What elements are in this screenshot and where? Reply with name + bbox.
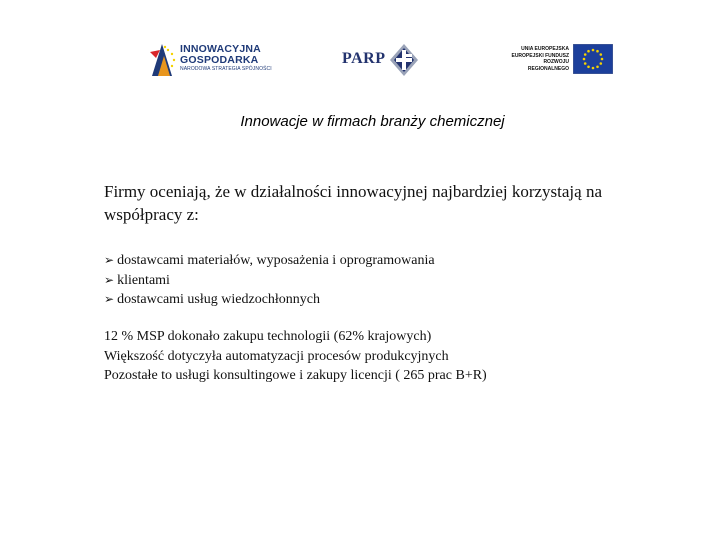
ig-line3: NARODOWA STRATEGIA SPÓJNOŚCI xyxy=(180,66,272,72)
eu-logo xyxy=(505,44,613,76)
logo-bar xyxy=(0,38,720,82)
stat-line: Większość dotyczyła automatyzacji procesów produkcyjnych xyxy=(104,348,449,364)
parp-logo xyxy=(342,44,422,78)
ig-emblem-icon xyxy=(150,40,178,78)
eu-flag-icon xyxy=(573,44,613,74)
bullet-text: dostawcami usług wiedzochłonnych xyxy=(117,292,321,307)
bullet-list xyxy=(104,251,664,310)
eu-line1: UNIA EUROPEJSKA xyxy=(521,46,569,52)
innowacyjna-gospodarka-logo xyxy=(150,40,275,80)
lead-paragraph: Firmy oceniają, że w działalności innowacyjnej najbardziej korzystają na współpracy z: xyxy=(104,182,602,224)
list-item xyxy=(104,290,664,310)
parp-cross-icon xyxy=(390,44,418,76)
list-item xyxy=(104,271,664,291)
bullet-text: klientami xyxy=(117,272,170,288)
stat-line: 12 % MSP dokonało zakupu technologii (62% krajowych) xyxy=(104,329,432,344)
eu-line2: EUROPEJSKI FUNDUSZ xyxy=(511,52,569,59)
arrow-bullet-icon: ➢ xyxy=(104,292,115,306)
arrow-bullet-icon: ➢ xyxy=(104,272,115,287)
parp-wordmark: PARP xyxy=(342,50,386,67)
page-title: Innowacje w firmach branży chemicznej xyxy=(240,113,505,130)
eu-line3: ROZWOJU REGIONALNEGO xyxy=(527,59,569,72)
ig-line2: GOSPODARKA xyxy=(180,54,259,66)
stat-line: Pozostałe to usługi konsultingowe i zakupy licencji ( 265 prac B+R) xyxy=(104,368,487,383)
list-item xyxy=(104,251,664,271)
arrow-bullet-icon: ➢ xyxy=(104,253,115,267)
ig-line1: INNOWACYJNA xyxy=(180,43,261,55)
bullet-text: dostawcami materiałów, wyposażenia i oprogramowania xyxy=(117,253,435,268)
stats-block xyxy=(104,327,684,386)
